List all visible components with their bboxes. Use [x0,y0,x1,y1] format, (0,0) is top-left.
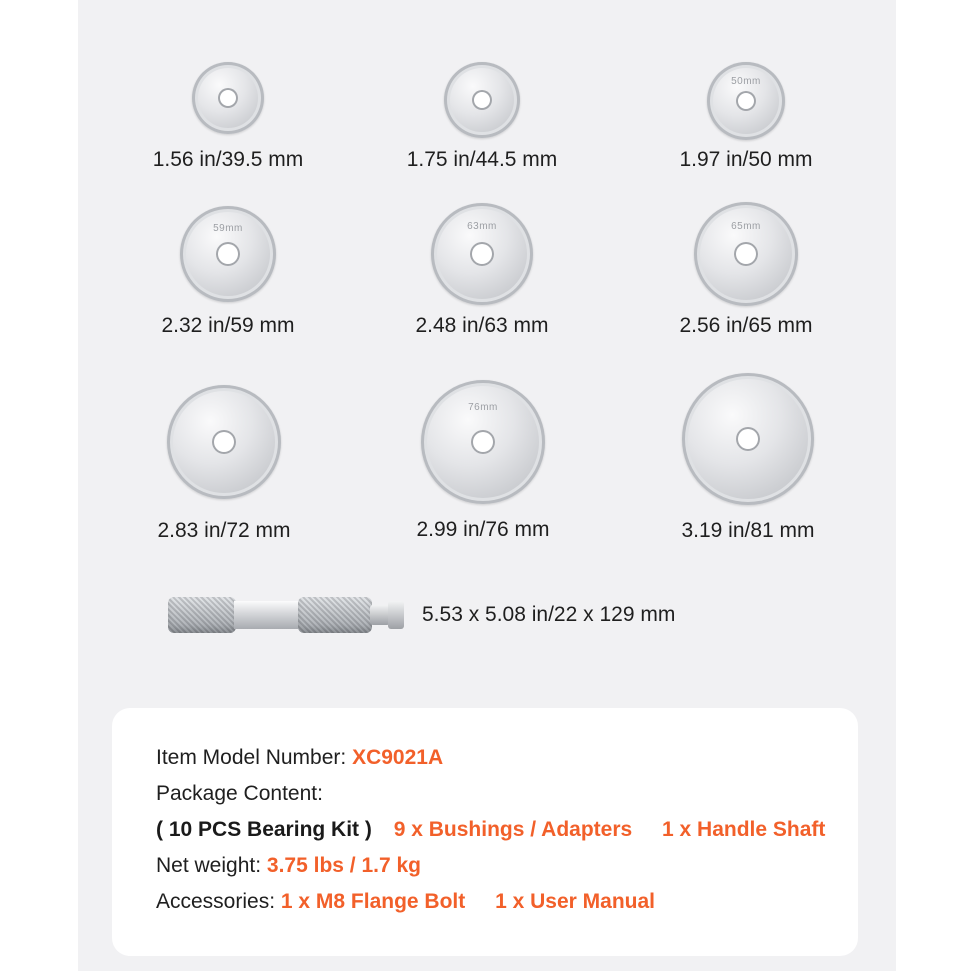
bushing-disc-image: 65mm [694,202,798,306]
model-number-label: Item Model Number: [156,746,347,769]
bushing-59mm [98,206,358,338]
handle-shaft-size-label: 5.53 x 5.08 in/22 x 129 mm [422,603,676,626]
bushing-size-label: 3.19 in/81 mm [681,519,815,542]
bushing-50mm [616,62,876,172]
bushing-76mm [353,380,613,542]
bushing-81mm [618,373,878,543]
bushing-72mm [94,385,354,543]
bushing-63mm [352,203,612,338]
net-weight-label: Net weight: [156,854,262,877]
kit-item-bushings: 9 x Bushings / Adapters [393,818,633,841]
bushing-size-label: 2.56 in/65 mm [679,314,813,337]
bushing-disc-image [192,62,264,134]
kit-item-handle-shaft: 1 x Handle Shaft [662,818,826,841]
net-weight-value: 3.75 lbs / 1.7 kg [266,854,421,877]
accessory-flange-bolt: 1 x M8 Flange Bolt [280,890,466,913]
model-number-line [156,746,443,770]
model-number-value: XC9021A [352,746,444,769]
bushing-size-label: 2.32 in/59 mm [161,314,295,337]
bushing-disc-image [167,385,281,499]
accessory-user-manual: 1 x User Manual [495,890,656,913]
bushing-39-5mm [98,62,358,172]
spec-card [112,708,858,956]
bushing-disc-image [444,62,520,138]
bushing-44-5mm [352,62,612,172]
handle-shaft-image [168,597,408,633]
package-content-line [156,818,825,842]
bushing-size-label: 2.99 in/76 mm [416,518,550,541]
bushing-size-label: 2.83 in/72 mm [157,519,291,542]
package-content-label: Package Content: [156,782,323,805]
bushing-size-label: 1.97 in/50 mm [679,148,813,171]
bushing-disc-image: 50mm [707,62,785,140]
bushing-disc-image: 59mm [180,206,276,302]
bushing-size-label: 2.48 in/63 mm [415,314,549,337]
bushing-size-label: 1.75 in/44.5 mm [406,148,558,171]
accessories-label: Accessories: [156,890,276,913]
accessories-line [156,890,655,914]
bushing-disc-image: 63mm [431,203,533,305]
bushing-disc-image: 76mm [421,380,545,504]
bushing-disc-image [682,373,814,505]
net-weight-line [156,854,421,878]
kit-label: ( 10 PCS Bearing Kit ) [156,818,372,841]
bushing-65mm [616,202,876,338]
bushing-size-label: 1.56 in/39.5 mm [152,148,304,171]
